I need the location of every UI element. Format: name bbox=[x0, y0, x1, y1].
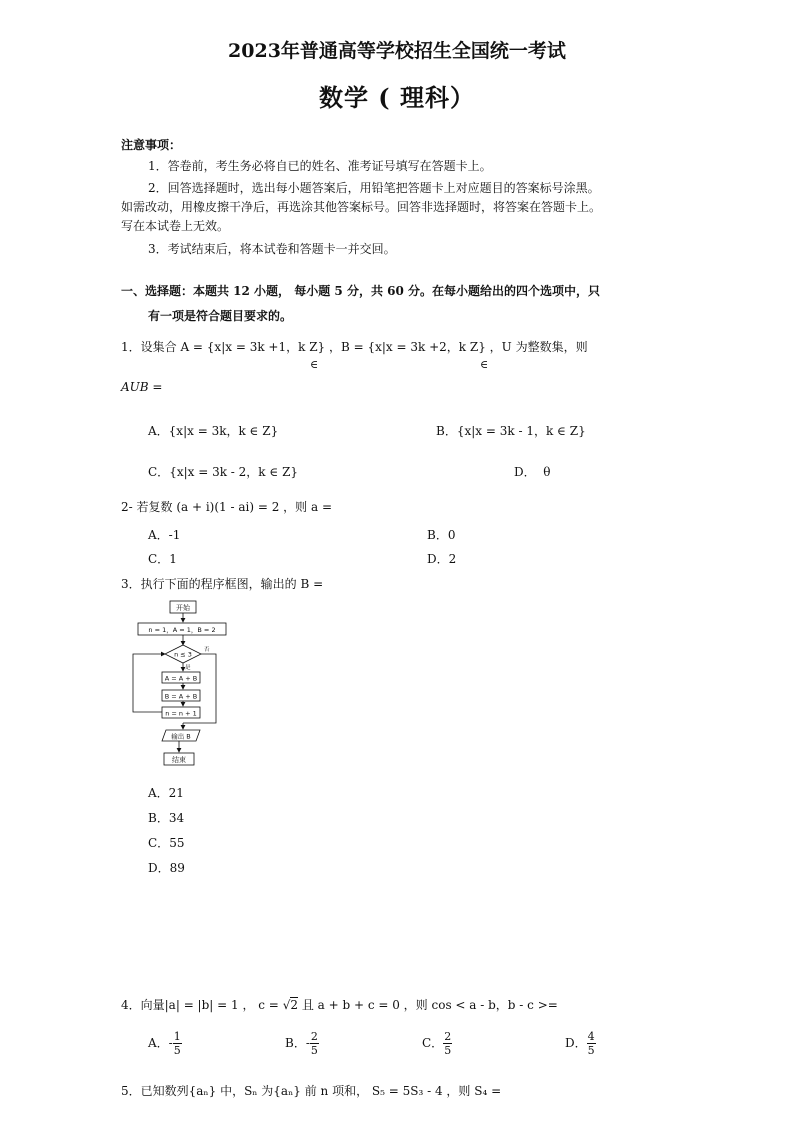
notes-item-3: 3．考试结束后，将本试卷和答题卡一并交回。 bbox=[148, 242, 396, 256]
flow-yes-label: 是 bbox=[185, 665, 191, 671]
q1-stem-cont: AUB = bbox=[121, 380, 163, 394]
subject-title: 数学 ( 理科） bbox=[318, 83, 476, 112]
q1-option-d: D． θ bbox=[514, 465, 551, 479]
q2-stem: 2- 若复数 (a + i)(1 - ai) = 2 ，则 a = bbox=[121, 500, 333, 514]
q3-option-b: B．34 bbox=[148, 811, 185, 825]
q4-option-c: C． $\frac{2}{5}$ bbox=[422, 1030, 452, 1057]
section-heading: 一、选择题：本题共 12 小题， 每小题 5 分，共 60 分。在每小题给出的四个选项中，只 bbox=[121, 284, 600, 298]
q2-option-a: A．-1 bbox=[148, 528, 181, 542]
flow-end-text: 结束 bbox=[172, 756, 186, 764]
q2-option-d: D．2 bbox=[427, 552, 457, 566]
flow-step3-text: n = n + 1 bbox=[165, 709, 197, 718]
q4-stem: 4．向量|a| = |b| = 1 ， c = √2 且 a + b + c = 0 ，则 cos < a - b，b - c >= bbox=[121, 998, 558, 1012]
notes-item-2: 2．回答选择题时，选出每小题答案后，用铅笔把答题卡上对应题目的答案标号涂黑。 bbox=[148, 181, 600, 195]
q5-stem: 5．已知数列{aₙ} 中，Sₙ 为{aₙ} 前 n 项和， S₅ = 5S₃ - 4 ，则 S₄ = bbox=[121, 1084, 502, 1098]
q4-option-b: B．- $\frac{2}{5}$ bbox=[285, 1030, 318, 1057]
q1-stem: 1．设集合 A = {x|x = 3k +1，k Z} ，B = {x|x = 3k +2，k Z} ，U 为整数集，则 bbox=[121, 340, 588, 354]
q4-option-a: A．- $\frac{1}{5}$ bbox=[148, 1030, 181, 1057]
q3-option-a: A．21 bbox=[148, 786, 184, 800]
flow-step2-text: B = A + B bbox=[164, 692, 198, 701]
notes-item-2-end: 写在本试卷上无效。 bbox=[121, 219, 230, 233]
q3-option-c: C．55 bbox=[148, 836, 185, 850]
flowchart bbox=[128, 598, 238, 770]
notes-item-2-cont: 如需改动，用橡皮擦干净后，再选涂其他答案标号。回答非选择题时，将答案在答题卡上。 bbox=[121, 200, 602, 214]
q2-option-b: B．0 bbox=[427, 528, 456, 542]
flow-condition-text: n ≤ 3 bbox=[174, 650, 192, 659]
notes-heading: 注意事项： bbox=[121, 138, 182, 152]
q4-option-d: D． $\frac{4}{5}$ bbox=[565, 1030, 595, 1057]
q1-element-of-mark-1: ∈ bbox=[310, 358, 319, 371]
sqrt-radicand: 2 bbox=[290, 998, 298, 1012]
q1-option-a: A．{x|x = 3k，k ∈ Z} bbox=[148, 424, 279, 438]
exam-title: 2023年普通高等学校招生全国统一考试 bbox=[228, 40, 566, 62]
q3-option-d: D．89 bbox=[148, 861, 185, 875]
flow-start-text: 开始 bbox=[176, 604, 190, 612]
flow-output-text: 输出 B bbox=[171, 732, 191, 741]
flow-init-text: n = 1，A = 1，B = 2 bbox=[148, 626, 216, 634]
sqrt-sign: √ bbox=[282, 998, 291, 1012]
flow-step1-text: A = A + B bbox=[164, 674, 198, 683]
section-heading-cont: 有一项是符合题目要求的。 bbox=[148, 309, 293, 323]
q3-stem: 3．执行下面的程序框图，输出的 B = bbox=[121, 577, 324, 591]
flow-loop-back bbox=[133, 654, 165, 712]
q1-option-c: C．{x|x = 3k - 2，k ∈ Z} bbox=[148, 465, 299, 479]
notes-item-1: 1．答卷前，考生务必将自已的姓名、准考证号填写在答题卡上。 bbox=[148, 159, 492, 173]
q1-option-b: B．{x|x = 3k - 1，k ∈ Z} bbox=[436, 424, 586, 438]
flow-no-label: 否 bbox=[204, 647, 210, 653]
q2-option-c: C．1 bbox=[148, 552, 177, 566]
q1-element-of-mark-2: ∈ bbox=[480, 358, 489, 371]
